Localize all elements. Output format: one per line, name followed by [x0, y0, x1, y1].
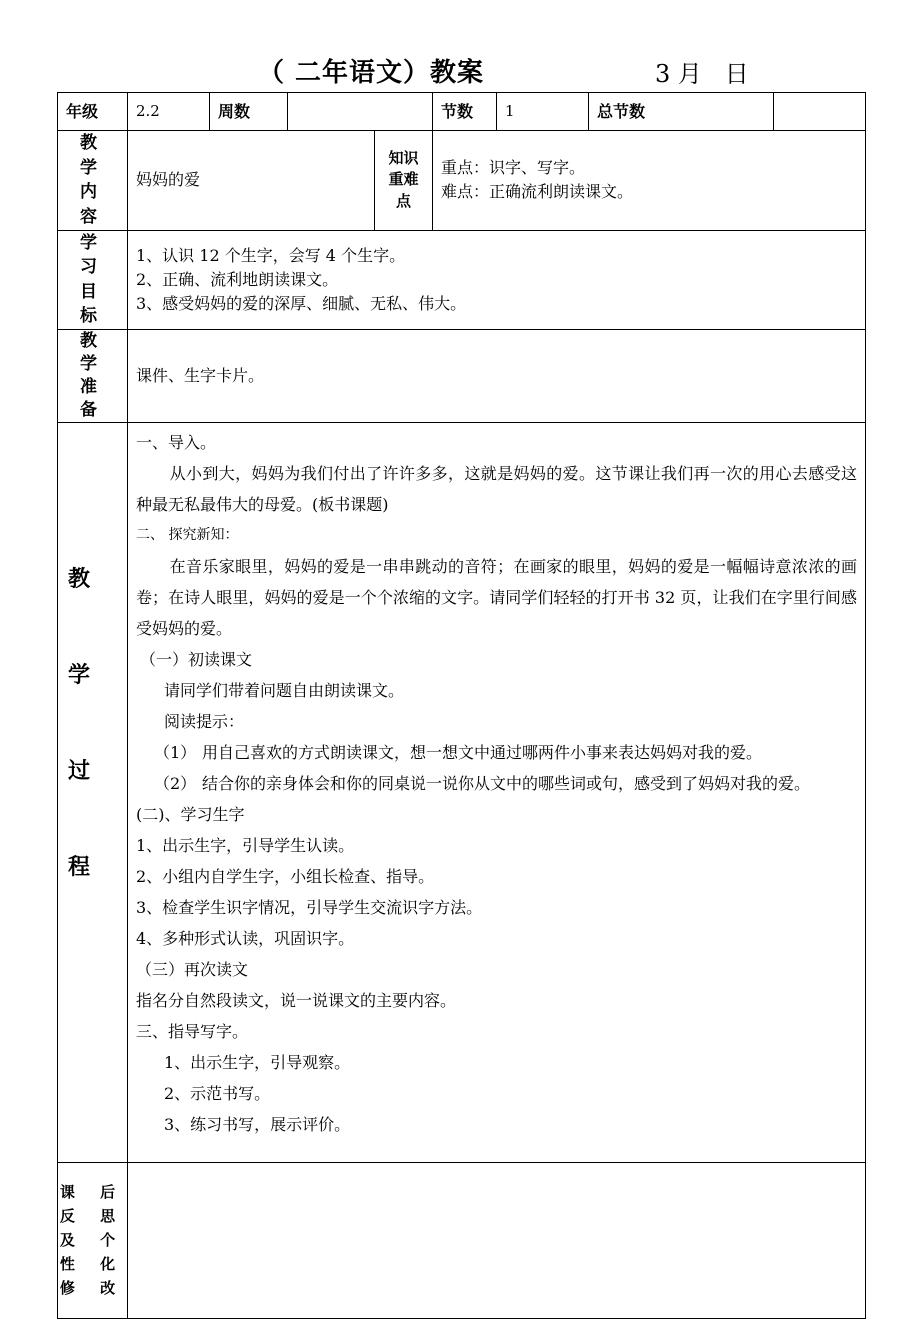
chars-step: 2、小组内自学生字，小组长检查、指导。: [136, 866, 435, 886]
chars-heading: (二)、学习生字: [136, 804, 245, 824]
prep-label: 教 学 准 备: [58, 330, 128, 423]
read2-text: 指名分自然段读文，说一说课文的主要内容。: [136, 990, 457, 1010]
intro-text: 从小到大，妈妈为我们付出了许许多多，这就是妈妈的爱。这节课让我们再一次的用心去感受这种最无私最伟大的母爱。(板书课题): [136, 463, 857, 514]
chars-step: 4、多种形式认读，巩固识字。: [136, 928, 355, 948]
lesson-plan-table: [57, 92, 866, 1319]
hint-text: 用自己喜欢的方式朗读课文，想一想文中通过哪两件小事来表达妈妈对我的爱。: [202, 742, 763, 762]
read2-heading: （三）再次读文: [136, 959, 249, 979]
content-row: [58, 131, 866, 231]
week-label: 周数: [210, 93, 288, 131]
hint-item: [136, 737, 857, 768]
reflection-label-line: 性 化: [59, 1255, 126, 1274]
read1-text: 请同学们带着问题自由朗读课文。: [164, 680, 405, 700]
reflection-label-line: 反 思: [59, 1207, 126, 1226]
reflection-value: [128, 1162, 866, 1318]
goal-item: 3、感受妈妈的爱的深厚、细腻、无私、伟大。: [136, 293, 467, 313]
chars-step: 1、出示生字，引导学生认读。: [136, 835, 355, 855]
process-label-char: 过: [68, 758, 91, 784]
reflection-label-line: 及 个: [59, 1231, 126, 1250]
chars-step: 3、检查学生识字情况，引导学生交流识字方法。: [136, 897, 483, 917]
reflection-label: [58, 1162, 128, 1318]
content-label: 教 学 内 容: [58, 131, 128, 231]
reflection-label-line: 修 改: [59, 1279, 126, 1298]
lesson-label: 节数: [433, 93, 497, 131]
write-step: 2、示范书写。: [164, 1083, 271, 1103]
prep-value: 课件、生字卡片。: [128, 330, 866, 423]
total-lessons-value: [774, 93, 866, 131]
hint-number: （1）: [154, 742, 197, 762]
lesson-value: 1: [497, 93, 589, 131]
difficulty-point: 难点：正确流利朗读课文。: [441, 182, 634, 202]
write-step: 3、练习书写，展示评价。: [164, 1114, 351, 1134]
reflection-label-line: 课 后: [59, 1183, 126, 1202]
page-title-row: [0, 52, 920, 92]
hint-label: 阅读提示：: [164, 711, 245, 731]
write-heading: 三、指导写字。: [136, 1021, 249, 1041]
hint-text: 结合你的亲身体会和你的同桌说一说你从文中的哪些词或句，感受到了妈妈对我的爱。: [202, 773, 811, 793]
prep-row: [58, 330, 866, 423]
process-content: [128, 422, 866, 1162]
process-label: [58, 422, 128, 1162]
process-label-char: 程: [68, 854, 91, 880]
key-difficulty-value: [433, 131, 866, 231]
content-value: 妈妈的爱: [128, 131, 375, 231]
process-label-char: 学: [68, 662, 91, 688]
read1-heading: （一）初读课文: [140, 649, 253, 669]
grade-value: 2.2: [128, 93, 210, 131]
reflection-row: [58, 1162, 866, 1318]
grade-label: 年级: [58, 93, 128, 131]
hint-number: （2）: [154, 773, 197, 793]
explore-heading: 二、 探究新知：: [136, 526, 239, 543]
write-step: 1、出示生字，引导观察。: [164, 1052, 351, 1072]
date-field: 3 月 日: [655, 60, 749, 88]
goals-list: [128, 230, 866, 330]
goal-item: 2、正确、流利地朗读课文。: [136, 269, 339, 289]
key-point: 重点：识字、写字。: [441, 158, 586, 178]
process-label-char: 教: [68, 566, 91, 592]
process-row: [58, 422, 866, 1162]
page-title: （ 二年语文）教案: [258, 58, 485, 88]
week-value: [288, 93, 433, 131]
key-difficulty-label: 知识 重难 点: [375, 131, 433, 231]
explore-text: 在音乐家眼里，妈妈的爱是一串串跳动的音符；在画家的眼里，妈妈的爱是一幅幅诗意浓浓的画卷；在诗人眼里，妈妈的爱是一个个浓缩的文字。请同学们轻轻的打开书 32 页，让我们在字里行间感受妈妈的爱。: [136, 556, 857, 638]
goal-item: 1、认识 12 个生字，会写 4 个生字。: [136, 245, 406, 265]
intro-heading: 一、导入。: [136, 432, 217, 452]
goals-label: 学 习 目 标: [58, 230, 128, 330]
hint-item: [136, 768, 857, 799]
total-lessons-label: 总节数: [589, 93, 774, 131]
header-row: [58, 93, 866, 131]
goals-row: [58, 230, 866, 330]
